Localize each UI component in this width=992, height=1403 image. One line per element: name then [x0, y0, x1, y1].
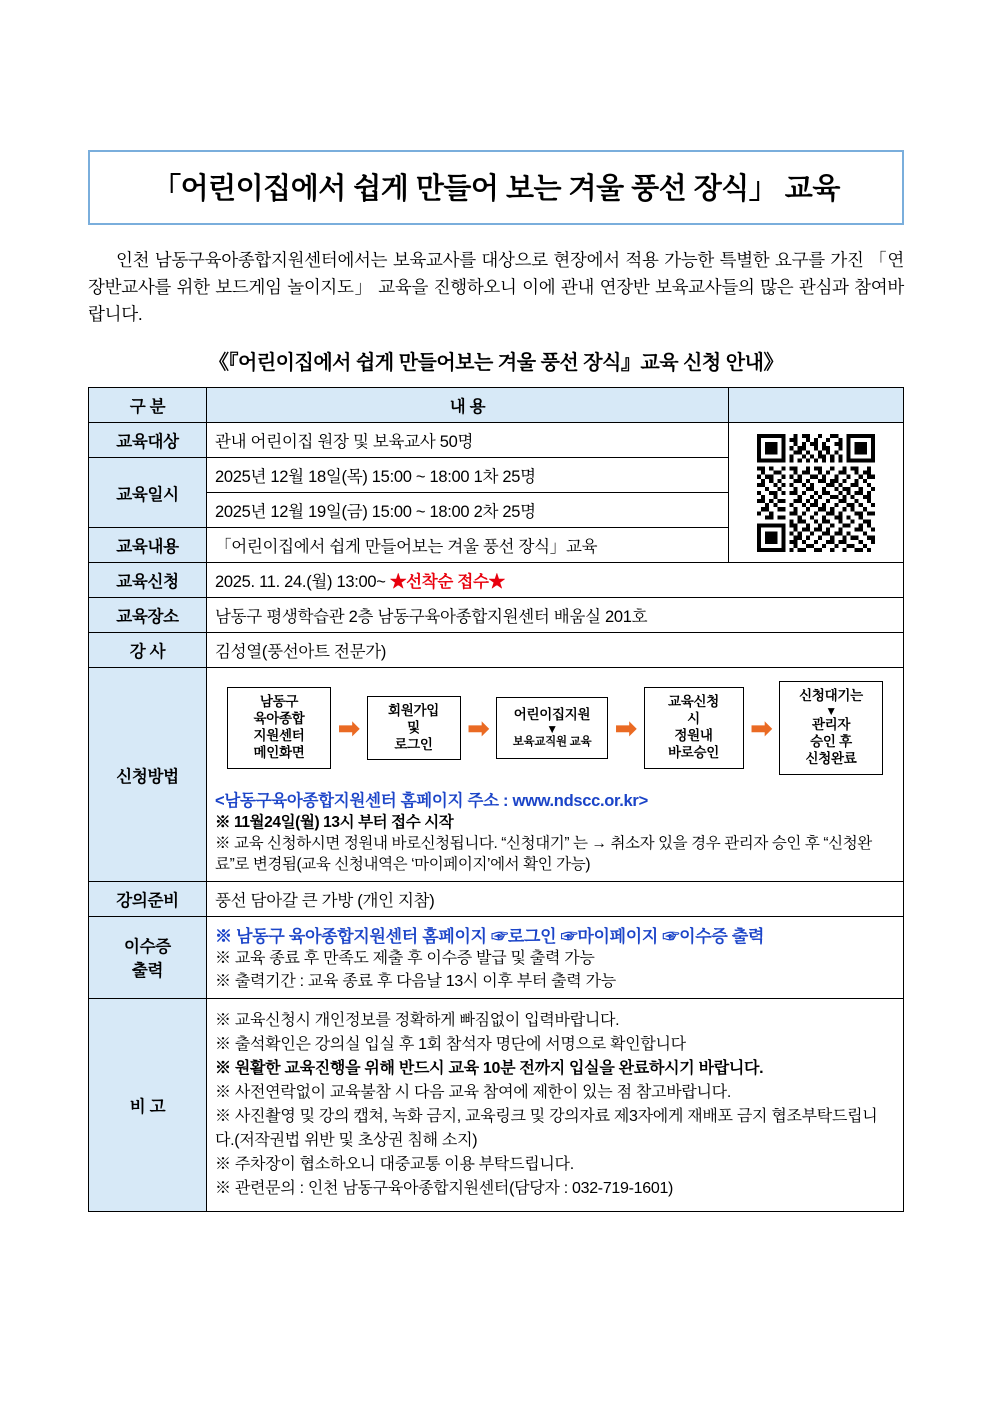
flow-step-3 [496, 697, 608, 759]
value-date-1: 2025년 12월 18일(목) 15:00 ~ 18:00 1차 25명 [207, 458, 729, 493]
flow-step-5-line4: 승인 후 [810, 734, 852, 750]
label-date: 교육일시 [89, 458, 207, 528]
value-place: 남동구 평생학습관 2층 남동구육아종합지원센터 배움실 201호 [207, 598, 904, 633]
table-row-method [89, 668, 904, 881]
page-title-box [88, 150, 904, 225]
page-title: 「어린이집에서 쉽게 만들어 보는 겨울 풍선 장식」 교육 [152, 173, 840, 205]
label-certificate-line1: 이수증 [124, 938, 171, 957]
cert-note-1: ※ 남동구 육아종합지원센터 홈페이지 ☞로그인 ☞마이페이지 ☞이수증 출력 [215, 926, 765, 946]
arrow-right-icon: ➡ [750, 713, 772, 744]
qr-code-icon [757, 434, 875, 552]
value-certificate [207, 916, 904, 998]
intro-text: 인천 남동구육아종합지원센터에서는 보육교사를 대상으로 현장에서 적용 가능한 특별한 요구를 가진 「연장반교사를 위한 보드게임 놀이지도」 교육을 진행하오니 이에 관내 연장반 보육교사들의 많은 관심과 참여바랍니다. [88, 250, 904, 325]
caret-down-icon: ▼ [546, 722, 558, 737]
flow-step-1-line4: 메인화면 [253, 745, 305, 760]
label-apply: 교육신청 [89, 563, 207, 598]
table-row [89, 598, 904, 633]
value-remarks [207, 999, 904, 1212]
header-division: 구 분 [89, 388, 207, 423]
value-teacher: 김성열(풍선아트 전문가) [207, 633, 904, 668]
value-method [207, 668, 904, 881]
label-teacher: 강 사 [89, 633, 207, 668]
table-row [89, 633, 904, 668]
remark-item: ※ 사전연락없이 교육불참 시 다음 교육 참여에 제한이 있는 점 참고바랍니다. [215, 1084, 731, 1102]
method-note-1: ※ 11월24일(월) 13시 부터 접수 시작 [215, 813, 454, 831]
table-row-cert [89, 916, 904, 998]
flow-step-3-line1: 어린이집지원 [513, 706, 591, 722]
arrow-right-icon: ➡ [615, 713, 637, 744]
flow-step-1-line1: 남동구 [259, 694, 299, 710]
flow-step-4-line1: 교육신청 [668, 694, 719, 710]
flow-step-1-line3: 지원센터 [253, 728, 305, 744]
cert-note-2: ※ 교육 종료 후 만족도 제출 후 이수증 발급 및 출력 가능 [215, 949, 595, 967]
value-content: 「어린이집에서 쉽게 만들어보는 겨울 풍선 장식」교육 [207, 528, 729, 563]
label-place: 교육장소 [89, 598, 207, 633]
intro-paragraph [88, 247, 904, 328]
homepage-address-line [215, 787, 895, 811]
table-row [89, 423, 904, 458]
caret-down-icon: ▼ [825, 704, 837, 719]
remark-item: ※ 관련문의 : 인천 남동구육아종합지원센터(담당자 : 032-719-1601) [215, 1180, 674, 1198]
cert-note-3: ※ 출력기간 : 교육 종료 후 다음날 13시 이후 부터 출력 가능 [215, 972, 616, 990]
arrow-right-icon: ➡ [467, 713, 489, 744]
apply-date: 2025. 11. 24.(월) 13:00~ [215, 573, 386, 592]
remark-item: ※ 원활한 교육진행을 위해 반드시 교육 10분 전까지 입실을 완료하시기 바랍니다. [215, 1060, 764, 1078]
header-content: 내 용 [207, 388, 729, 423]
header-blank [729, 388, 904, 423]
remark-item: ※ 사진촬영 및 강의 캡쳐, 녹화 금지, 교육링크 및 강의자료 제3자에게 재배포 금지 협조부탁드립니다.(저작권법 위반 및 초상권 침해 소지) [215, 1108, 878, 1150]
flow-step-5-line5: 신청완료 [805, 751, 857, 766]
value-apply [207, 563, 904, 598]
label-target: 교육대상 [89, 423, 207, 458]
remark-item: ※ 교육신청시 개인정보를 정확하게 빠짐없이 입력바랍니다. [215, 1012, 620, 1030]
label-content: 교육내용 [89, 528, 207, 563]
apply-highlight: ★선착순 접수★ [389, 573, 505, 592]
value-prep: 풍선 담아갈 큰 가방 (개인 지참) [207, 881, 904, 916]
label-method: 신청방법 [89, 668, 207, 881]
value-date-2: 2025년 12월 19일(금) 15:00 ~ 18:00 2차 25명 [207, 493, 729, 528]
flow-step-4 [644, 687, 744, 769]
sub-heading: 《『어린이집에서 쉽게 만들어보는 겨울 풍선 장식』교육 신청 안내》 [209, 352, 783, 375]
label-prep: 강의준비 [89, 881, 207, 916]
arrow-right-icon: ➡ [338, 713, 360, 744]
label-certificate-line2: 출력 [131, 962, 164, 981]
remark-item: ※ 출석확인은 강의실 입실 후 1회 참석자 명단에 서명으로 확인합니다 [215, 1036, 686, 1054]
table-header-row [89, 388, 904, 423]
flow-step-2 [367, 696, 461, 761]
flow-step-1 [227, 687, 331, 769]
table-row [89, 563, 904, 598]
homepage-prefix: <남동구육아종합지원센터 홈페이지 주소 : [215, 791, 513, 810]
flow-step-2-line1: 회원가입 [388, 702, 439, 718]
application-flow-diagram [215, 673, 895, 785]
flow-step-2-line2: 및 [407, 719, 420, 735]
flow-step-3-line3: 보육교직원 교육 [512, 736, 592, 749]
label-remarks: 비 고 [89, 999, 207, 1212]
flow-step-5 [779, 681, 883, 775]
flow-step-5-line1: 신청대기는 [799, 688, 863, 704]
table-row [89, 881, 904, 916]
flow-step-4-line2: 시 [687, 711, 700, 727]
flow-step-1-line2: 육아종합 [253, 711, 305, 727]
flow-step-4-line3: 정원내 [674, 728, 713, 744]
flow-step-4-line4: 바로승인 [668, 745, 719, 760]
qr-cell [729, 423, 904, 563]
homepage-suffix: > [638, 791, 648, 810]
value-target: 관내 어린이집 원장 및 보육교사 50명 [207, 423, 729, 458]
method-note-2: ※ 교육 신청하시면 정원내 바로신청됩니다. “신청대기” 는 → 취소자 있을 경우 관리자 승인 후 “신청완료”로 변경됨(교육 신청내역은 ‘마이페이지’에서 확인 가능) [215, 834, 872, 873]
flow-step-5-line3: 관리자 [811, 717, 851, 733]
info-table [88, 387, 904, 1212]
label-certificate [89, 916, 207, 998]
remark-item: ※ 주차장이 협소하오니 대중교통 이용 부탁드립니다. [215, 1156, 574, 1174]
homepage-url-link[interactable]: www.ndscc.or.kr [512, 791, 639, 810]
flow-step-2-line3: 로그인 [394, 736, 433, 752]
table-row-remarks [89, 999, 904, 1212]
